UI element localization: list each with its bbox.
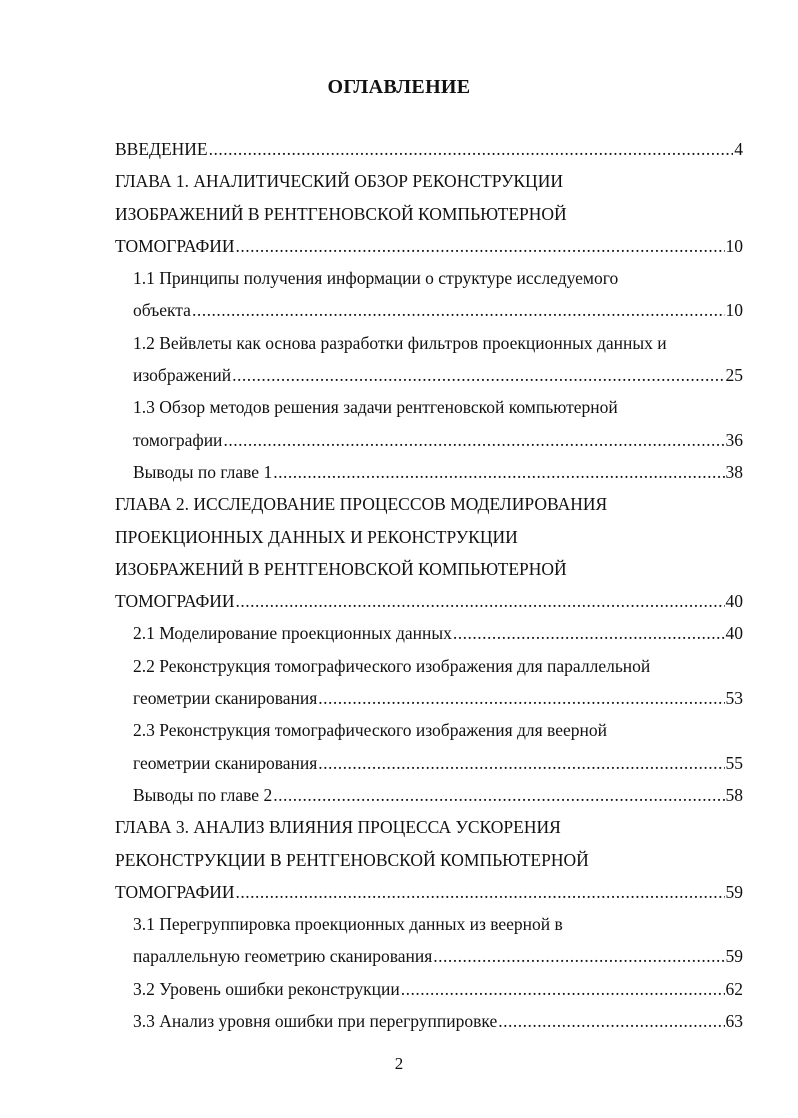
toc-entry-line: ПРОЕКЦИОННЫХ ДАННЫХ И РЕКОНСТРУКЦИИ: [115, 526, 518, 547]
table-of-contents: [0, 133, 798, 1037]
toc-entry-text: Выводы по главе 1: [133, 461, 273, 482]
toc-dot-leader: [453, 617, 725, 649]
toc-entry-text: томографии: [133, 429, 223, 450]
toc-dot-leader: [209, 133, 734, 165]
toc-dot-leader: [232, 359, 724, 391]
toc-dot-leader: [192, 294, 725, 326]
toc-section-entry: [0, 327, 798, 392]
toc-entry-final-line: [133, 359, 743, 391]
toc-entry-line: 1.1 Принципы получения информации о структуре исследуемого: [133, 268, 619, 289]
toc-entry-final-line: [133, 456, 743, 488]
toc-section-entry: [0, 973, 798, 1005]
toc-dot-leader: [318, 747, 724, 779]
toc-chapter-entry: [0, 133, 798, 165]
toc-entry-final-line: [133, 682, 743, 714]
toc-page-number: 40: [725, 623, 743, 644]
toc-entry-final-line: [133, 294, 743, 326]
toc-entry-final-line: [115, 876, 743, 908]
toc-entry-line: ГЛАВА 3. АНАЛИЗ ВЛИЯНИЯ ПРОЦЕССА УСКОРЕНИЯ: [115, 817, 561, 838]
toc-entry-text: 3.2 Уровень ошибки реконструкции: [133, 978, 400, 999]
toc-dot-leader: [318, 682, 724, 714]
toc-page-number: 38: [725, 461, 743, 482]
toc-dot-leader: [433, 940, 724, 972]
toc-entry-line: 2.3 Реконструкция томографического изображения для веерной: [133, 720, 607, 741]
toc-entry-final-line: [133, 424, 743, 456]
toc-entry-text: ТОМОГРАФИИ: [115, 591, 235, 612]
toc-dot-leader: [236, 585, 725, 617]
toc-entry-text: параллельную геометрию сканирования: [133, 946, 433, 967]
toc-entry-line: ИЗОБРАЖЕНИЙ В РЕНТГЕНОВСКОЙ КОМПЬЮТЕРНОЙ: [115, 558, 567, 579]
toc-page-number: 40: [725, 591, 743, 612]
toc-entry-final-line: [133, 617, 743, 649]
toc-page-number: 10: [725, 300, 743, 321]
toc-chapter-entry: [0, 488, 798, 617]
toc-entry-line: 2.2 Реконструкция томографического изображения для параллельной: [133, 655, 651, 676]
toc-page-number: 58: [725, 784, 743, 805]
page-number: 2: [394, 1054, 404, 1073]
toc-page-number: 36: [725, 429, 743, 450]
toc-entry-line: ГЛАВА 2. ИССЛЕДОВАНИЕ ПРОЦЕССОВ МОДЕЛИРОВАНИЯ: [115, 494, 608, 515]
toc-entry-text: геометрии сканирования: [133, 688, 318, 709]
toc-section-entry: [0, 779, 798, 811]
toc-entry-text: геометрии сканирования: [133, 752, 318, 773]
toc-page-number: 25: [725, 365, 743, 386]
toc-dot-leader: [401, 973, 725, 1005]
toc-chapter-entry: [0, 811, 798, 908]
toc-dot-leader: [273, 779, 724, 811]
toc-dot-leader: [273, 456, 724, 488]
toc-entry-line: 1.3 Обзор методов решения задачи рентгеновской компьютерной: [133, 397, 618, 418]
toc-page-number: 59: [725, 946, 743, 967]
toc-entry-text: объекта: [133, 300, 191, 321]
toc-section-entry: [0, 650, 798, 715]
toc-entry-text: 3.3 Анализ уровня ошибки при перегруппировке: [133, 1011, 498, 1032]
toc-entry-final-line: [133, 940, 743, 972]
toc-section-entry: [0, 262, 798, 327]
toc-section-entry: [0, 617, 798, 649]
toc-page-number: 55: [725, 752, 743, 773]
toc-entry-line: 3.1 Перегруппировка проекционных данных из веерной в: [133, 914, 563, 935]
toc-entry-final-line: [133, 973, 743, 1005]
toc-entry-final-line: [115, 133, 743, 165]
toc-page-number: 62: [725, 978, 743, 999]
toc-dot-leader: [236, 230, 725, 262]
toc-dot-leader: [498, 1005, 724, 1037]
toc-entry-text: ТОМОГРАФИИ: [115, 881, 235, 902]
toc-entry-final-line: [133, 1005, 743, 1037]
toc-entry-final-line: [133, 779, 743, 811]
toc-section-entry: [0, 908, 798, 973]
toc-page-number: 4: [734, 139, 743, 159]
toc-section-entry: [0, 391, 798, 456]
toc-entry-final-line: [133, 747, 743, 779]
toc-entry-text: 2.1 Моделирование проекционных данных: [133, 623, 452, 644]
toc-chapter-entry: [0, 165, 798, 262]
toc-entry-final-line: [115, 230, 743, 262]
toc-entry-line: ГЛАВА 1. АНАЛИТИЧЕСКИЙ ОБЗОР РЕКОНСТРУКЦИИ: [115, 171, 563, 192]
toc-section-entry: [0, 456, 798, 488]
toc-entry-line: ИЗОБРАЖЕНИЙ В РЕНТГЕНОВСКОЙ КОМПЬЮТЕРНОЙ: [115, 203, 567, 224]
toc-entry-line: РЕКОНСТРУКЦИИ В РЕНТГЕНОВСКОЙ КОМПЬЮТЕРНОЙ: [115, 849, 589, 870]
toc-section-entry: [0, 714, 798, 779]
toc-entry-line: 1.2 Вейвлеты как основа разработки фильтров проекционных данных и: [133, 332, 667, 353]
toc-page-number: 63: [725, 1011, 743, 1032]
toc-entry-text: ВВЕДЕНИЕ: [115, 139, 208, 159]
toc-dot-leader: [223, 424, 724, 456]
toc-page-number: 10: [725, 235, 743, 256]
toc-page-number: 53: [725, 688, 743, 709]
page-title: ОГЛАВЛЕНИЕ: [327, 76, 471, 98]
toc-entry-text: Выводы по главе 2: [133, 784, 273, 805]
toc-entry-text: изображений: [133, 365, 232, 386]
toc-entry-text: ТОМОГРАФИИ: [115, 235, 235, 256]
toc-page-number: 59: [725, 881, 743, 902]
toc-entry-final-line: [115, 585, 743, 617]
toc-dot-leader: [236, 876, 725, 908]
toc-section-entry: [0, 1005, 798, 1037]
